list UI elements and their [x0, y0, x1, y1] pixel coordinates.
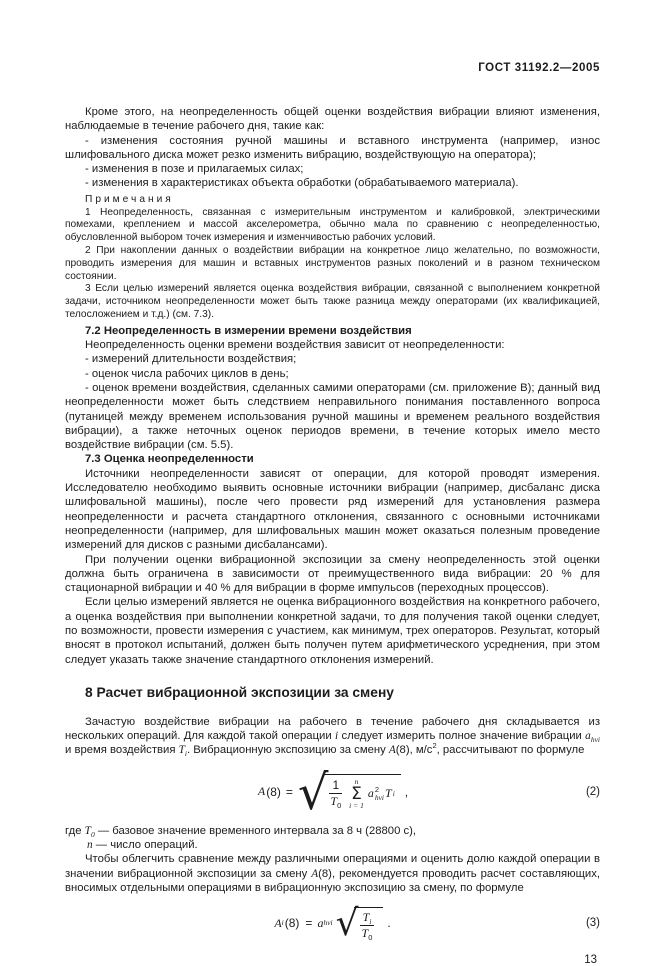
text-run: Зачастую воздействие вибрации на рабочего в течение рабочего дня складывается из нескольких операций. Для каждой такой операции — [65, 715, 600, 743]
text-run: — число операций. — [92, 839, 198, 852]
list-item: - оценок числа рабочих циклов в день; — [85, 367, 289, 380]
note-item: 3 Если целью измерений является оценка воздействия вибрации, связанной с выполнением конкретной задачи, источником неопределенности может быть также разница между операторами (их квалификацией, телосложением и т.д.) (см. 7.3). — [65, 283, 600, 320]
equals-sign: = — [285, 784, 293, 799]
fraction-Ti-T0: $\frac{T_i}{T_0}$ — [361, 909, 373, 942]
var-T: T — [178, 744, 185, 757]
text-run: где — [65, 824, 85, 837]
section-heading-7-2: 7.2 Неопределенность в измерении времени воздействия — [85, 324, 412, 337]
fraction-1-T0: $\frac{1}{T_0}$ — [330, 778, 342, 811]
var-A: A — [257, 784, 266, 799]
notes-title: Примечания — [85, 193, 174, 205]
var-i: i — [334, 730, 339, 743]
superscript-2: 2 — [432, 741, 437, 751]
var-T: T — [84, 824, 91, 837]
var-a: a — [367, 786, 374, 801]
trailing-comma: , — [404, 784, 409, 799]
equation-number: (3) — [585, 917, 600, 930]
text-run: и время воздействия — [65, 744, 179, 757]
sqrt-expression: √ $\frac{1}{T_0}$ n Σ i = 1 a 2 hvi T i — [298, 768, 401, 816]
page-number: 13 — [584, 954, 597, 966]
var-A: A — [274, 915, 282, 930]
chapter-heading-8: 8 Расчет вибрационной экспозиции за смену — [85, 684, 394, 700]
equals-sign: = — [305, 916, 313, 931]
intro-paragraph: Кроме этого, на неопределенность общей оценки воздействия вибрации влияют изменения, наблюдаемые в течение рабочего дня, такие как: — [65, 106, 600, 133]
equation-number: (2) — [585, 785, 600, 798]
text-run: , м/с — [409, 744, 433, 757]
note-item: 1 Неопределенность, связанная с измерительным инструментом и калибровкой, электрическими помехами, креплением и массой акселерометра, обычно мала по сравнению с неопределенностью, обусловленной выбором точек измерения и изменчивостью рабочих условий. — [65, 206, 600, 244]
var-A: A — [388, 744, 396, 757]
var-n: n — [87, 839, 93, 852]
note-item: 2 При накоплении данных о воздействии вибрации на конкретное лицо желательно, по возможности, проводить измерения для машин и вставных инструментов разных поколений и в разном техническом состоянии. — [65, 244, 600, 282]
arg-8: (8) — [395, 744, 410, 757]
paragraph: При получении оценки вибрационной экспозиции за смену неопределенность этой оценки должна быть ограничена в зависимости от преимущественного вида вибрации: 20 % для стационарной вибрации и 40 % для вибрации в форме импульсов (переходных процессов). — [65, 553, 600, 595]
radical-icon: √ — [297, 764, 329, 821]
sqrt-expression — [335, 903, 384, 945]
section-heading-7-3: 7.3 Оценка неопределенности — [85, 453, 254, 466]
text-run: — базовое значение временного интервала за 8 ч (28800 с), — [94, 824, 417, 837]
trailing-period: . — [387, 916, 391, 931]
arg-8: (8) — [318, 867, 332, 880]
text-run: следует измерить полное значение вибрации — [338, 730, 586, 743]
where-definition-n — [65, 838, 600, 852]
subscript-i: i — [184, 749, 187, 759]
list-item: - изменения в характеристиках объекта обработки (обрабатываемого материала). — [85, 177, 519, 190]
formula-3: A i (8) = a hvi √ $\frac{T_i}{T_0}$ . (3) — [274, 903, 600, 945]
doc-code-header: ГОСТ 31192.2—2005 — [478, 62, 600, 74]
var-a: a — [317, 915, 324, 930]
list-item: - изменения в позе и прилагаемых силах; — [85, 163, 304, 176]
text-run: , рассчитывают по формуле — [436, 744, 585, 757]
radical-icon: √ — [335, 903, 359, 945]
subscript-hvi: hvi — [590, 735, 600, 745]
list-item: - оценок времени воздействия, сделанных самими операторами (см. приложение В); данный вид неопределенности может быть следствием неправильного понимания поставленного вопроса (путаницей между временем использования ручной машины и временем реального воздействия вибрации), а также неточных оценок периодов времени, в течение которых имело место воздействие вибрации (см. 5.5). — [65, 381, 600, 452]
a-sup-sub: 2 hvi — [374, 784, 384, 802]
arg-8: (8) — [284, 916, 300, 931]
notes-block — [65, 194, 600, 322]
paragraph: Неопределенность оценки времени воздействия зависит от неопределенности: — [85, 339, 505, 352]
subscript-0: 0 — [90, 829, 95, 839]
text-run: , рекомендуется проводить расчет составляющих, вносимых отдельными операциями в вибрационную экспозицию за смену, по формуле — [65, 867, 600, 894]
paragraph: Источники неопределенности зависят от операции, для которой проводят измерения. Исследователю необходимо выявить основные источники вибрации (например, дисбаланс диска шлифовальной машины), после чего провести ряд измерений для установления размера неопределенности и расчета стандартного отклонения, связанного с основными источниками неопределенности (например, для шлифовальных машин может оказаться полезным проведение измерений для дисков с разными дисбалансами). — [65, 467, 600, 552]
var-a: a — [585, 730, 591, 743]
paragraph-with-math — [65, 852, 600, 895]
where-definition-T0 — [65, 824, 600, 838]
formula-2 — [65, 764, 600, 821]
list-item: - изменения состояния ручной машины и вставного инструмента (например, износ шлифовального диска может резко изменить вибрацию, воздействующую на оператора); — [65, 134, 600, 161]
var-A: A — [311, 867, 319, 880]
summation-symbol: n Σ i = 1 — [349, 777, 364, 810]
list-item: - измерений длительности воздействия; — [85, 353, 297, 366]
paragraph-with-math — [65, 715, 600, 758]
paragraph: Если целью измерений является не оценка вибрационного воздействия на конкретного рабочего, а оценка воздействия при выполнении конкретной задачи, то для получения такой оценки следует, по возможности, провести измерения с участием, как минимум, трех операторов. Результат, который вносят в протокол испытаний, должен быть получен путем арифметического усреднения, при этом следует указать также значение стандартного отклонения измерений. — [65, 596, 600, 666]
text-run: . Вибрационную экспозицию за смену — [186, 744, 389, 757]
arg-8: (8) — [266, 784, 281, 799]
var-T: T — [385, 786, 392, 801]
text-run: Чтобы облегчить сравнение между различными операциями и оценить долю каждой операции в значении вибрационной экспозиции за смену — [65, 853, 600, 880]
